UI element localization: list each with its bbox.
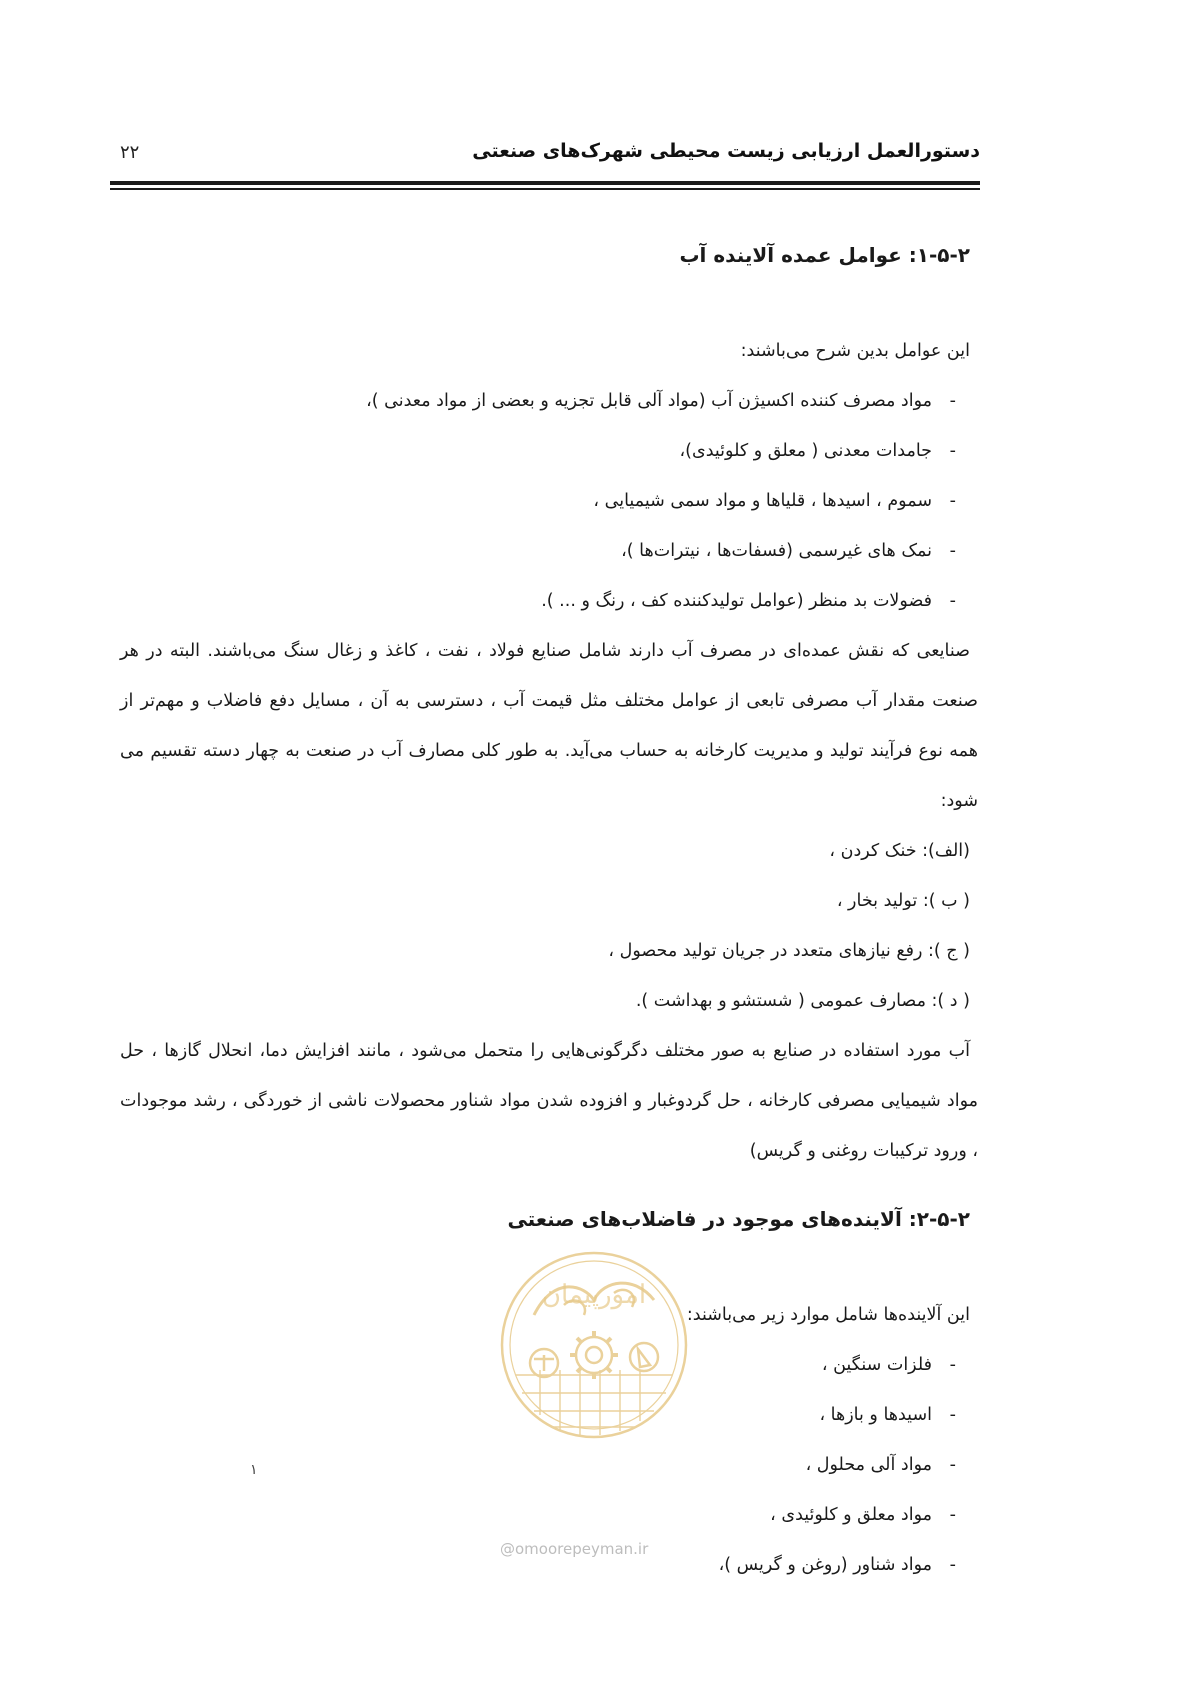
list-item-text: سموم ، اسیدها ، قلیاها و مواد سمی شیمیایی ، (593, 491, 932, 511)
list-item: (الف): خنک کردن ، (829, 841, 970, 861)
list-item (120, 526, 956, 576)
list-item: ( ب ): تولید بخار ، (836, 891, 970, 911)
list-item: ( ج ): رفع نیازهای متعدد در جریان تولید محصول ، (608, 941, 970, 961)
bullet-dash: - (949, 491, 956, 511)
bullet-dash: - (949, 1405, 956, 1425)
list-item-text: مواد مصرف کننده اکسیژن آب (مواد آلی قابل تجزیه و بعضی از مواد معدنی )، (366, 391, 932, 411)
bullet-dash: - (949, 1355, 956, 1375)
margin-mark: ١ (250, 1462, 258, 1478)
list-item-text: مواد شناور (روغن و گریس )، (718, 1555, 932, 1575)
section-1-intro: این عوامل بدین شرح می‌باشند: (740, 341, 970, 361)
watermark-url: @omoorepeyman.ir (500, 1540, 649, 1558)
list-item (120, 426, 956, 476)
page-header (110, 140, 980, 172)
bullet-dash: - (949, 441, 956, 461)
section-1-paragraph-2: آب مورد استفاده در صنایع به صور مختلف دگرگونی‌هایی را متحمل می‌شود ، مانند افزایش دما، انحلال گازها ، حل مواد شیمیایی مصرفی کارخانه ، حل گردوغبار و افزوده شدن مواد شناور محصولات ناشی از خوردگی ، رشد موجودات ، ورود ترکیبات روغنی و گریس) (120, 1041, 978, 1161)
list-item-text: اسیدها و بازها ، (819, 1405, 932, 1425)
list-item: ( د ): مصارف عمومی ( شستشو و بهداشت ). (635, 991, 970, 1011)
watermark-stamp (494, 1245, 694, 1525)
bullet-dash: - (949, 1455, 956, 1475)
section-2-heading: ۲-۵-۲: آلاینده‌های موجود در فاضلاب‌های صنعتی (507, 1207, 970, 1231)
list-item-text: مواد آلی محلول ، (805, 1455, 932, 1475)
header-rule-thick (110, 181, 980, 185)
list-item (120, 576, 956, 626)
bullet-dash: - (949, 1555, 956, 1575)
water-uses-list (120, 826, 978, 1026)
header-title: دستورالعمل ارزیابی زیست محیطی شهرک‌های صنعتی (472, 140, 980, 162)
list-item-text: جامدات معدنی ( معلق و کلوئیدی)، (679, 441, 932, 461)
page-number: ۲۲ (120, 142, 140, 163)
section-2-intro: این آلاینده‌ها شامل موارد زیر می‌باشند: (686, 1305, 970, 1325)
list-item (120, 476, 956, 526)
stamp-text: امورپیمان (541, 1280, 647, 1310)
header-rule-thin (110, 188, 980, 190)
list-item-text: نمک های غیرسمی (فسفات‌ها ، نیترات‌ها )، (621, 541, 932, 561)
list-item (120, 376, 956, 426)
list-item-text: فلزات سنگین ، (821, 1355, 932, 1375)
section-1-bullet-list (120, 376, 978, 626)
section-1-heading: ۱-۵-۲: عوامل عمده آلاینده آب (679, 243, 970, 267)
list-item-text: مواد معلق و کلوئیدی ، (770, 1505, 932, 1525)
bullet-dash: - (949, 391, 956, 411)
list-item-text: فضولات بد منظر (عوامل تولیدکننده کف ، رنگ و ... ). (541, 591, 932, 611)
section-1-paragraph-1: صنایعی که نقش عمده‌ای در مصرف آب دارند شامل صنایع فولاد ، نفت ، کاغذ و زغال سنگ می‌باشند. البته در هر صنعت مقدار آب مصرفی تابعی از عوامل مختلف مثل قیمت آب ، دسترسی به آن ، مسایل دفع فاضلاب و مهم‌تر از همه نوع فرآیند تولید و مدیریت کارخانه به حساب می‌آید. به طور کلی مصارف آب در صنعت به چهار دسته تقسیم می شود: (120, 641, 978, 811)
bullet-dash: - (949, 1505, 956, 1525)
bullet-dash: - (949, 591, 956, 611)
bullet-dash: - (949, 541, 956, 561)
